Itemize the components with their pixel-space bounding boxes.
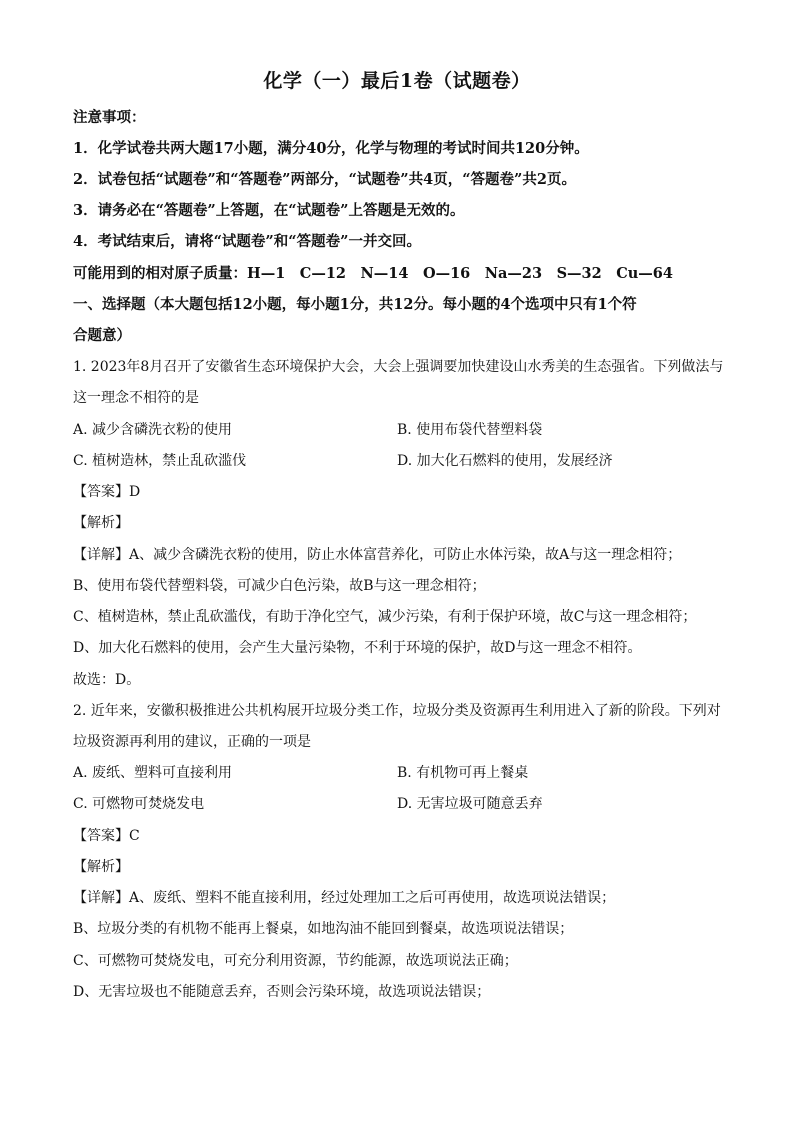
notice-item-1: 1．化学试卷共两大题17小题，满分40分，化学与物理的考试时间共120分钟。: [73, 140, 589, 157]
q2-answer: 【答案】C: [73, 828, 140, 844]
q2-detail-3: C、可燃物可焚烧发电，可充分利用资源，节约能源，故选项说法正确；: [73, 953, 518, 969]
q1-analysis-label: 【解析】: [73, 515, 129, 531]
notice-item-2: 2．试卷包括“试题卷”和“答题卷”两部分，“试题卷”共4页，“答题卷”共2页。: [73, 171, 576, 188]
q1-option-d: D. 加大化石燃料的使用，发展经济: [397, 453, 613, 469]
section-heading-line-2: 合题意）: [73, 327, 131, 344]
q1-detail-2: B、使用布袋代替塑料袋，可减少白色污染，故B与这一理念相符；: [73, 578, 486, 594]
q2-stem-line-2: 垃圾资源再利用的建议，正确的一项是: [73, 734, 311, 750]
atomic-mass-line: 可能用到的相对原子质量：H—1 C—12 N—14 O—16 Na—23 S—32 Cu—64: [73, 265, 673, 282]
q2-detail-1: 【详解】A、废纸、塑料不能直接利用，经过处理加工之后可再使用，故选项说法错误；: [73, 890, 616, 906]
q1-detail-3: C、植树造林，禁止乱砍滥伐，有助于净化空气，减少污染，有利于保护环境，故C与这一理念相符；: [73, 609, 697, 625]
q1-stem-line-1: 1. 2023年8月召开了安徽省生态环境保护大会，大会上强调要加快建设山水秀美的生态强省。下列做法与: [73, 359, 724, 375]
section-heading-line-1: 一、选择题（本大题包括12小题，每小题1分，共12分。每小题的4个选项中只有1个符: [73, 296, 637, 313]
q1-option-a: A. 减少含磷洗衣粉的使用: [73, 422, 233, 438]
page-title: 化学（一）最后1卷（试题卷）: [263, 70, 531, 92]
q1-answer: 【答案】D: [73, 484, 141, 500]
q1-option-c: C. 植树造林，禁止乱砍滥伐: [73, 453, 247, 469]
q1-stem-line-2: 这一理念不相符的是: [73, 390, 199, 406]
q2-analysis-label: 【解析】: [73, 859, 129, 875]
q2-option-c: C. 可燃物可焚烧发电: [73, 796, 205, 812]
q2-option-b: B. 有机物可再上餐桌: [397, 765, 529, 781]
q1-conclusion: 故选：D。: [73, 672, 141, 688]
q1-option-b: B. 使用布袋代替塑料袋: [397, 422, 543, 438]
q2-option-d: D. 无害垃圾可随意丢弃: [397, 796, 543, 812]
q2-option-a: A. 废纸、塑料可直接利用: [73, 765, 233, 781]
q2-detail-4: D、无害垃圾也不能随意丢弃，否则会污染环境，故选项说法错误；: [73, 984, 491, 1000]
notice-item-4: 4．考试结束后，请将“试题卷”和“答题卷”一并交回。: [73, 233, 421, 250]
q1-detail-1: 【详解】A、减少含磷洗衣粉的使用，防止水体富营养化，可防止水体污染，故A与这一理念相符；: [73, 547, 682, 563]
q1-detail-4: D、加大化石燃料的使用，会产生大量污染物，不利于环境的保护，故D与这一理念不相符。: [73, 640, 642, 656]
notice-item-3: 3．请务必在“答题卷”上答题，在“试题卷”上答题是无效的。: [73, 202, 465, 219]
q2-detail-2: B、垃圾分类的有机物不能再上餐桌，如地沟油不能回到餐桌，故选项说法错误；: [73, 921, 574, 937]
q2-stem-line-1: 2. 近年来，安徽积极推进公共机构展开垃圾分类工作，垃圾分类及资源再生利用进入了新的阶段。下列对: [73, 703, 721, 719]
notice-heading: 注意事项：: [73, 109, 146, 126]
